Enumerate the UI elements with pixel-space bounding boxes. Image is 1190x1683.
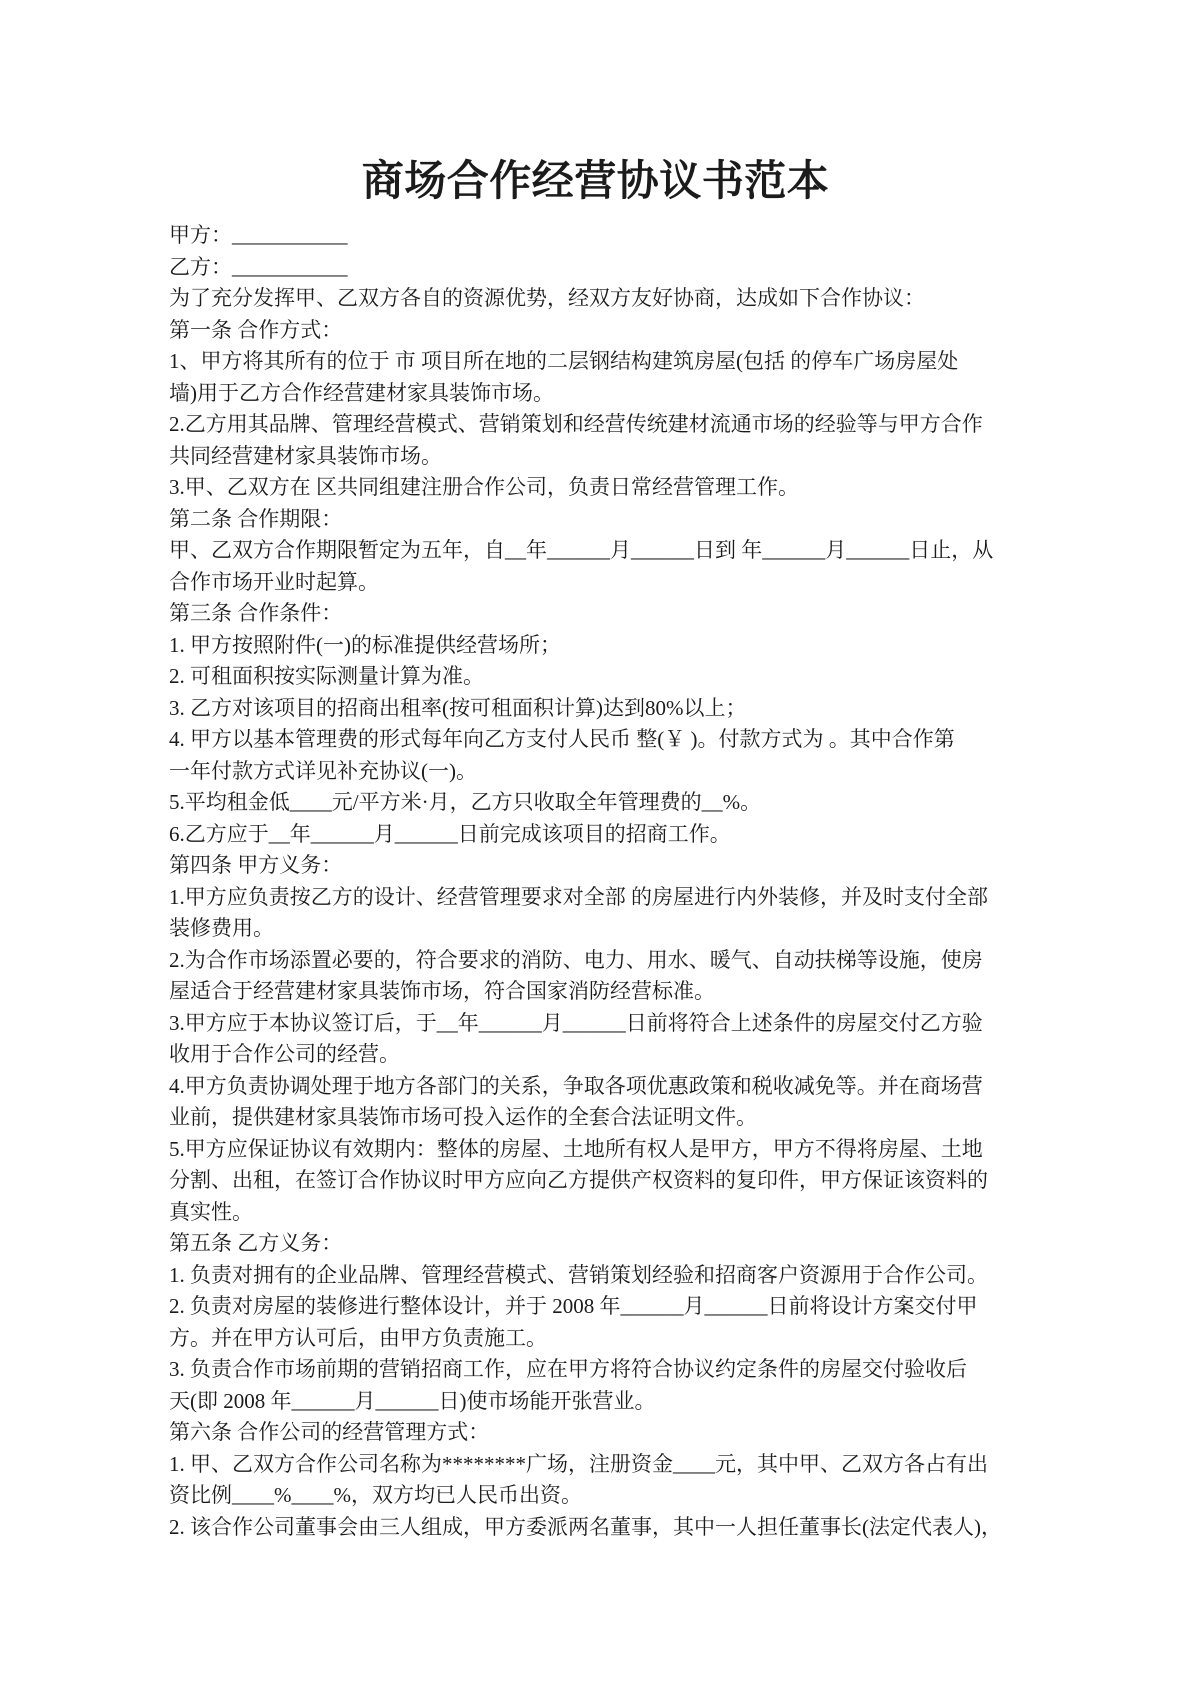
document-line: 3. 乙方对该项目的招商出租率(按可租面积计算)达到80%以上； (169, 695, 747, 720)
document-line: 乙方：___________ (169, 254, 348, 279)
document-line: 1. 负责对拥有的企业品牌、管理经营模式、营销策划经验和招商客户资源用于合作公司。 (169, 1262, 988, 1287)
document-line: 方。并在甲方认可后，由甲方负责施工。 (169, 1325, 547, 1350)
document-line: 第四条 甲方义务： (169, 853, 343, 877)
document-line: 分割、出租，在签订合作协议时甲方应向乙方提供产权资料的复印件，甲方保证该资料的 (169, 1168, 988, 1192)
document-line: 1. 甲方按照附件(一)的标准提供经营场所； (169, 632, 561, 657)
document-line: 4.甲方负责协调处理于地方各部门的关系，争取各项优惠政策和税收减免等。并在商场营 (169, 1073, 983, 1098)
document-line: 1.甲方应负责按乙方的设计、经营管理要求对全部 的房屋进行内外装修，并及时支付全部 (169, 884, 988, 909)
document-line: 共同经营建材家具装饰市场。 (169, 443, 442, 468)
document-line: 真实性。 (169, 1199, 253, 1224)
document-line: 3.甲方应于本协议签订后，于__年______月______日前将符合上述条件的房屋交付乙方验 (169, 1010, 983, 1035)
document-line: 2.为合作市场添置必要的，符合要求的消防、电力、用水、暖气、自动扶梯等设施，使房 (169, 947, 983, 972)
document-line: 2. 负责对房屋的装修进行整体设计，并于 2008 年______月______日前将设计方案交付甲 (169, 1294, 978, 1318)
document-line: 2. 可租面积按实际测量计算为准。 (169, 664, 484, 688)
document-line: 第一条 合作方式： (169, 317, 343, 342)
document-line: 合作市场开业时起算。 (169, 569, 379, 594)
document-line: 一年付款方式详见补充协议(一)。 (169, 758, 477, 783)
document-line: 甲、乙双方合作期限暂定为五年，自__年______月______日到 年______月______日止，从 (169, 538, 994, 562)
document-line: 第二条 合作期限： (169, 506, 343, 531)
document-content (169, 158, 1022, 1543)
document-line: 5.甲方应保证协议有效期内：整体的房屋、土地所有权人是甲方，甲方不得将房屋、土地 (169, 1136, 983, 1161)
document-line: 收用于合作公司的经营。 (169, 1042, 400, 1066)
document-line: 2.乙方用其品牌、管理经营模式、营销策划和经营传统建材流通市场的经验等与甲方合作 (169, 412, 983, 436)
document-line: 第三条 合作条件： (169, 601, 343, 625)
document-line: 2. 该合作公司董事会由三人组成，甲方委派两名董事，其中一人担任董事长(法定代表人)， (169, 1514, 1002, 1539)
document-line: 装修费用。 (169, 916, 274, 940)
document-line: 第五条 乙方义务： (169, 1231, 343, 1255)
document-line: 4. 甲方以基本管理费的形式每年向乙方支付人民币 整(￥ )。付款方式为 。其中合作第 (169, 727, 955, 751)
document-line: 1. 甲、乙双方合作公司名称为********广场，注册资金____元，其中甲、乙双方各占有出 (169, 1451, 988, 1476)
document-line: 6.乙方应于__年______月______日前完成该项目的招商工作。 (169, 821, 731, 846)
document-line: 3.甲、乙双方在 区共同组建注册合作公司，负责日常经营管理工作。 (169, 475, 799, 499)
document-title: 商场合作经营协议书范本 (361, 159, 830, 205)
document-line: 资比例____%____%，双方均已人民币出资。 (169, 1483, 582, 1507)
document-line: 屋适合于经营建材家具装饰市场，符合国家消防经营标准。 (169, 979, 715, 1003)
document-line: 5.平均租金低____元/平方米·月，乙方只收取全年管理费的__%。 (169, 790, 762, 814)
document-lines (169, 220, 1022, 1543)
document-line: 为了充分发挥甲、乙双方各自的资源优势，经双方友好协商，达成如下合作协议： (169, 286, 925, 310)
document-line: 天(即 2008 年______月______日)使市场能开张营业。 (169, 1388, 656, 1413)
document-line: 第六条 合作公司的经营管理方式： (169, 1420, 490, 1444)
document-line: 1、甲方将其所有的位于 市 项目所在地的二层钢结构建筑房屋(包括 的停车广场房屋处 (169, 349, 959, 373)
document-line: 甲方：___________ (169, 223, 348, 247)
document-line: 业前，提供建材家具装饰市场可投入运作的全套合法证明文件。 (169, 1105, 757, 1129)
document-line: 3. 负责合作市场前期的营销招商工作，应在甲方将符合协议约定条件的房屋交付验收后 (169, 1357, 967, 1381)
document-line: 墙)用于乙方合作经营建材家具装饰市场。 (169, 380, 554, 405)
